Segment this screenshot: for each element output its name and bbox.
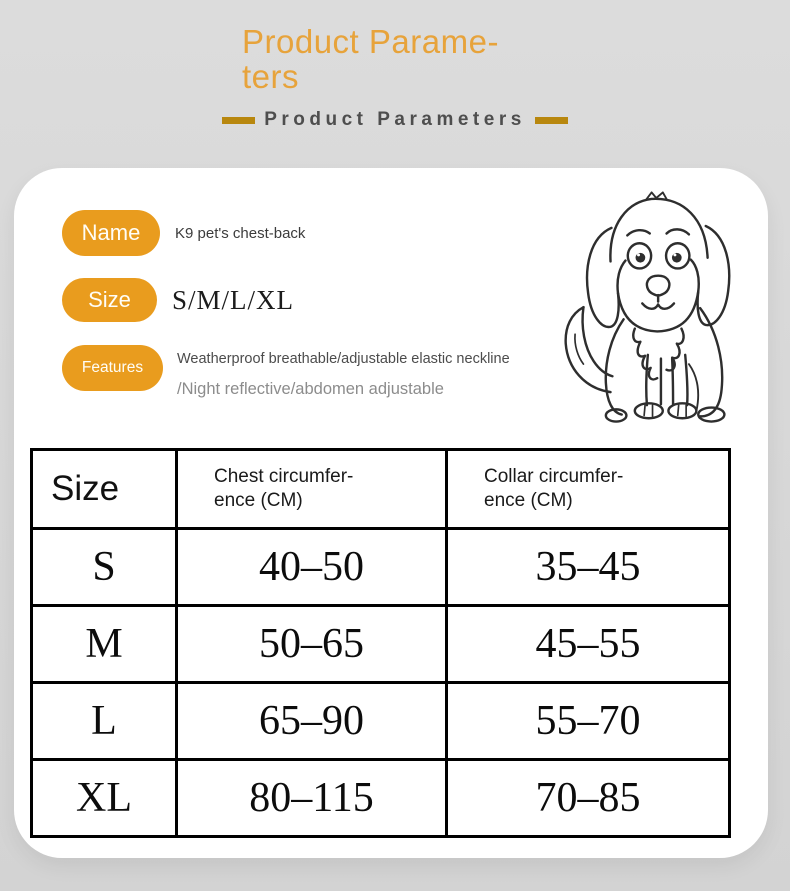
section-subtitle xyxy=(0,109,790,131)
cell-chest: 50–65 xyxy=(177,606,447,683)
cell-size: XL xyxy=(32,760,177,837)
cell-chest: 40–50 xyxy=(177,529,447,606)
page-title-line2: ters xyxy=(242,58,300,95)
header-size: Size xyxy=(32,450,177,529)
subtitle-text: Product Parameters xyxy=(264,109,526,130)
cell-chest: 80–115 xyxy=(177,760,447,837)
size-value: S/M/L/XL xyxy=(172,284,295,315)
size-spec-table xyxy=(30,448,731,838)
header-chest-line1: Chest circumfer- xyxy=(214,466,354,488)
spec-row-name xyxy=(62,210,305,256)
spec-row-size xyxy=(62,278,294,322)
cell-collar: 35–45 xyxy=(447,529,730,606)
header-chest xyxy=(177,450,447,529)
spec-row-features xyxy=(62,345,510,399)
name-label-pill: Name xyxy=(62,210,160,256)
page-title-line1: Product Parame- xyxy=(242,23,499,60)
header-collar-line2: ence (CM) xyxy=(484,490,573,511)
features-line1: Weatherproof breathable/adjustable elastic neckline xyxy=(177,351,510,367)
cell-collar: 45–55 xyxy=(447,606,730,683)
cell-collar: 55–70 xyxy=(447,683,730,760)
table-row-l xyxy=(32,683,730,760)
page-title xyxy=(242,24,499,94)
subtitle-dash-right xyxy=(535,117,568,124)
features-line2: /Night reflective/abdomen adjustable xyxy=(177,380,444,398)
cell-size: L xyxy=(32,683,177,760)
dog-illustration xyxy=(550,170,742,436)
features-values xyxy=(177,345,510,399)
features-label-pill: Features xyxy=(62,345,163,391)
table-row-xl xyxy=(32,760,730,837)
cell-chest: 65–90 xyxy=(177,683,447,760)
header-collar-line1: Collar circumfer- xyxy=(484,466,624,488)
size-label-pill: Size xyxy=(62,278,157,322)
product-card xyxy=(14,168,768,858)
header-collar xyxy=(447,450,730,529)
name-value: K9 pet's chest-back xyxy=(175,224,306,242)
cell-size: S xyxy=(32,529,177,606)
table-row-s xyxy=(32,529,730,606)
header-chest-line2: ence (CM) xyxy=(214,490,303,511)
cell-size: M xyxy=(32,606,177,683)
subtitle-dash-left xyxy=(222,117,255,124)
cell-collar: 70–85 xyxy=(447,760,730,837)
table-row-m xyxy=(32,606,730,683)
table-header-row xyxy=(32,450,730,529)
